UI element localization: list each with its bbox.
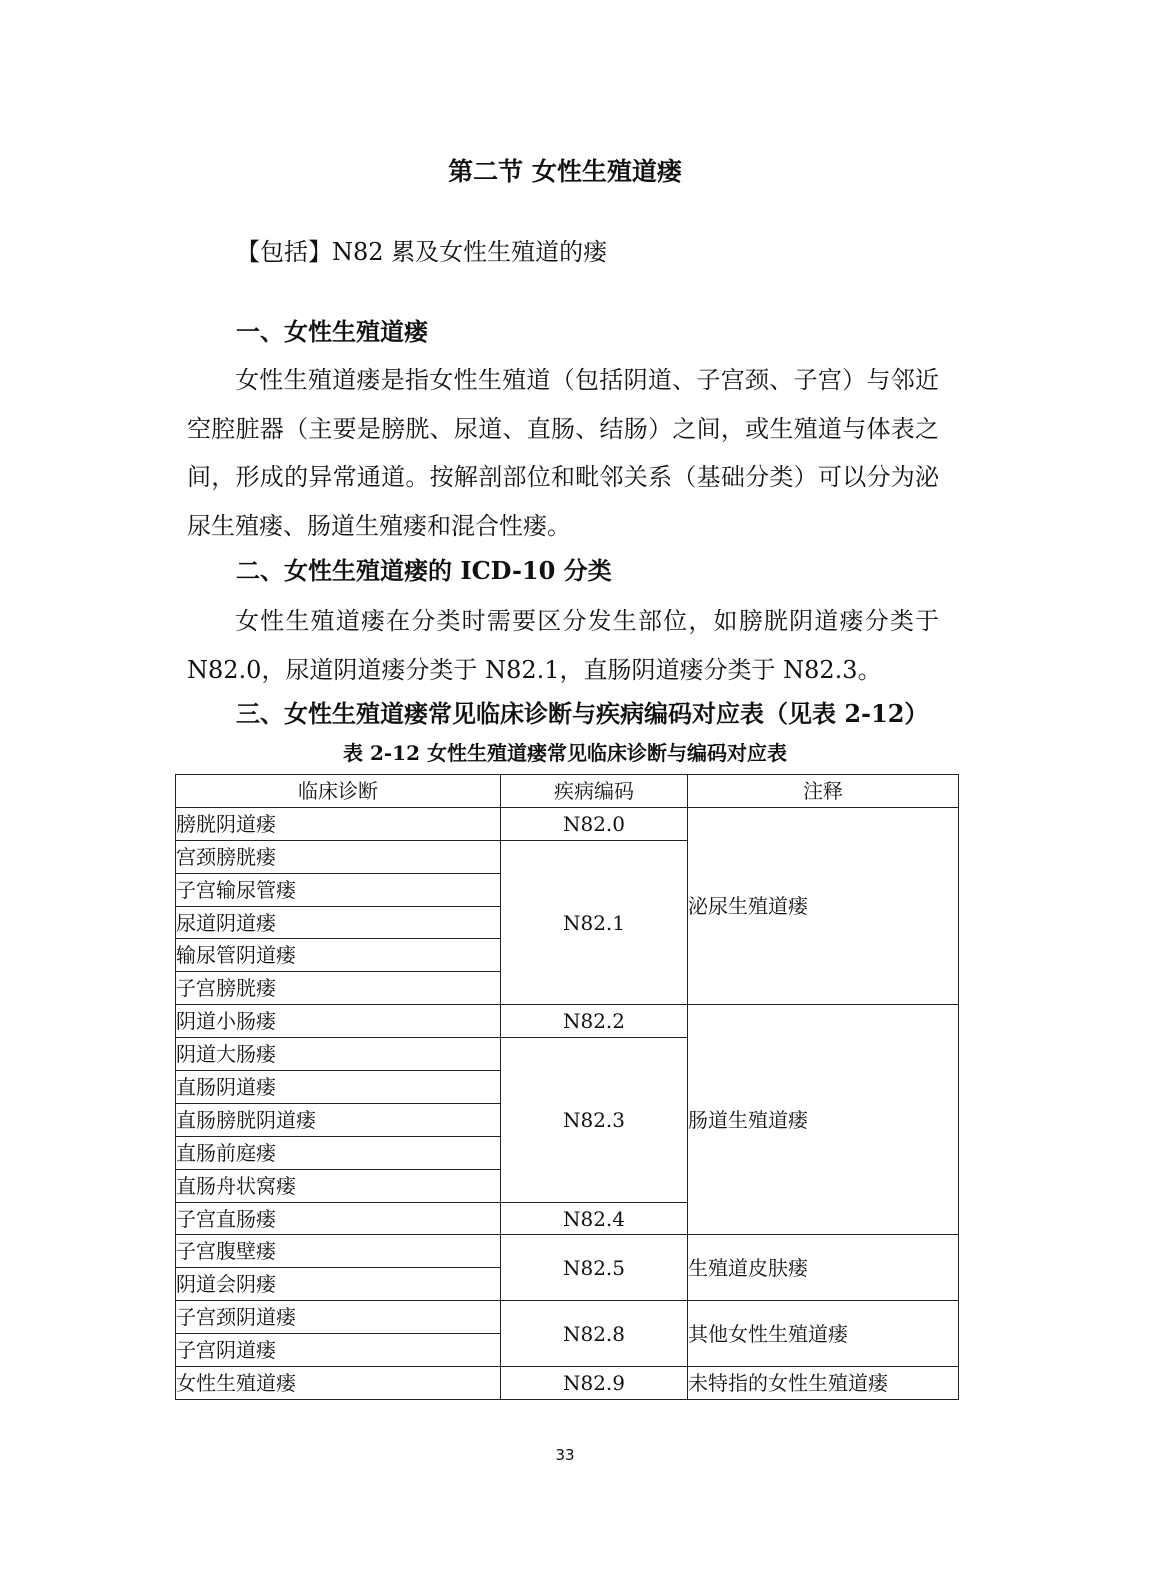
diagnosis-cell: 膀胱阴道瘘 [176,807,501,840]
diagnosis-cell: 直肠前庭瘘 [176,1136,501,1169]
code-cell: N82.5 [501,1235,688,1301]
heading-3: 三、女性生殖道瘘常见临床诊断与疾病编码对应表（见表 2-12） [236,699,929,728]
diagnosis-cell: 子宫膀胱瘘 [176,972,501,1005]
diagnosis-cell: 子宫直肠瘘 [176,1202,501,1235]
note-cell: 泌尿生殖道瘘 [688,807,959,1004]
page-number: 33 [555,1446,575,1464]
diagnosis-code-table [175,774,959,1400]
table-row [176,1235,959,1268]
code-cell: N82.0 [501,807,688,840]
diagnosis-cell: 子宫腹壁瘘 [176,1235,501,1268]
diagnosis-cell: 阴道大肠瘘 [176,1038,501,1071]
code-cell: N82.1 [501,840,688,1004]
table-row [176,1367,959,1400]
note-cell: 未特指的女性生殖道瘘 [688,1367,959,1400]
table-caption: 表 2-12 女性生殖道瘘常见临床诊断与编码对应表 [343,741,787,765]
table-row [176,1301,959,1334]
section-title: 第二节 女性生殖道瘘 [448,157,682,186]
note-cell: 生殖道皮肤瘘 [688,1235,959,1301]
paragraph-1: 女性生殖道瘘是指女性生殖道（包括阴道、子宫颈、子宫）与邻近空腔脏器（主要是膀胱、尿道、直肠、结肠）之间，或生殖道与体表之间，形成的异常通道。按解剖部位和毗邻关系（基础分类）可以分为泌尿生殖瘘、肠道生殖瘘和混合性瘘。 [187,366,939,540]
code-cell: N82.8 [501,1301,688,1367]
include-line: 【包括】N82 累及女性生殖道的瘘 [236,238,608,266]
code-cell: N82.9 [501,1367,688,1400]
diagnosis-cell: 直肠舟状窝瘘 [176,1169,501,1202]
heading-1: 一、女性生殖道瘘 [236,317,428,346]
diagnosis-cell: 直肠阴道瘘 [176,1071,501,1104]
diagnosis-cell: 子宫颈阴道瘘 [176,1301,501,1334]
code-cell: N82.2 [501,1005,688,1038]
header-code: 疾病编码 [501,775,688,808]
table-row [176,807,959,840]
diagnosis-cell: 女性生殖道瘘 [176,1367,501,1400]
diagnosis-cell: 子宫输尿管瘘 [176,873,501,906]
note-cell: 肠道生殖道瘘 [688,1005,959,1235]
diagnosis-cell: 阴道小肠瘘 [176,1005,501,1038]
heading-2: 二、女性生殖道瘘的 ICD-10 分类 [236,556,612,585]
diagnosis-cell: 子宫阴道瘘 [176,1334,501,1367]
code-cell: N82.3 [501,1038,688,1202]
diagnosis-cell: 阴道会阴瘘 [176,1268,501,1301]
code-cell: N82.4 [501,1202,688,1235]
header-note: 注释 [688,775,959,808]
paragraph-2: 女性生殖道瘘在分类时需要区分发生部位，如膀胱阴道瘘分类于 N82.0，尿道阴道瘘分类于 N82.1，直肠阴道瘘分类于 N82.3。 [187,607,939,684]
diagnosis-cell: 尿道阴道瘘 [176,906,501,939]
table-header-row [176,775,959,808]
diagnosis-cell: 宫颈膀胱瘘 [176,840,501,873]
header-diagnosis: 临床诊断 [176,775,501,808]
diagnosis-cell: 直肠膀胱阴道瘘 [176,1103,501,1136]
note-cell: 其他女性生殖道瘘 [688,1301,959,1367]
table-row [176,1005,959,1038]
diagnosis-cell: 输尿管阴道瘘 [176,939,501,972]
